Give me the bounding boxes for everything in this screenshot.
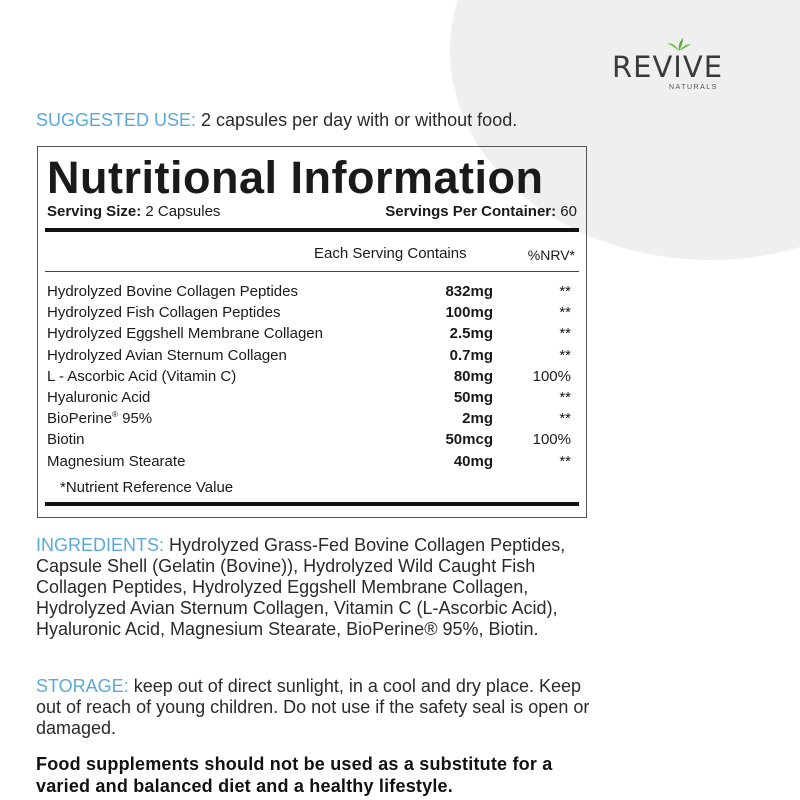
nutrient-name: Hydrolyzed Eggshell Membrane Collagen xyxy=(47,325,323,343)
divider-thin xyxy=(45,271,579,272)
storage xyxy=(36,676,591,739)
nutrient-nrv: 100% xyxy=(532,367,571,385)
table-row xyxy=(47,366,577,387)
nutrient-name: Magnesium Stearate xyxy=(47,452,186,470)
brand-subtitle: NATURALS xyxy=(669,84,718,91)
ingredients-label: INGREDIENTS: xyxy=(36,535,165,555)
nutrient-nrv: ** xyxy=(559,388,571,406)
column-header-each-serving: Each Serving Contains xyxy=(314,245,467,262)
table-row xyxy=(47,451,577,472)
nutrition-panel xyxy=(37,146,587,518)
nutrition-title: Nutritional Information xyxy=(47,152,544,203)
serving-size xyxy=(47,203,220,221)
nutrient-name: Hydrolyzed Avian Sternum Collagen xyxy=(47,346,287,364)
table-row xyxy=(47,323,577,344)
table-row xyxy=(47,345,577,366)
nutrient-nrv: ** xyxy=(559,452,571,470)
column-header-nrv: %NRV* xyxy=(527,247,575,263)
table-row xyxy=(47,429,577,450)
nrv-footnote: *Nutrient Reference Value xyxy=(60,479,234,496)
suggested-use-label: SUGGESTED USE: xyxy=(36,110,197,130)
storage-label: STORAGE: xyxy=(36,676,129,696)
table-row xyxy=(47,387,577,408)
ingredients-text: Hydrolyzed Grass-Fed Bovine Collagen Peptides, Capsule Shell (Gelatin (Bovine)), Hydrolyzed Wild Caught Fish Collagen Peptides, Hydrolyzed Eggshell Membrane Collagen, Hydrolyzed Avian Sternum Collagen, Vitamin C (L-Ascorbic Acid), Hyaluronic Acid, Magnesium Stearate, BioPerine® 95%, Biotin. xyxy=(36,535,566,639)
nutrient-table xyxy=(47,281,577,472)
nutrient-amount: 50mg xyxy=(453,388,493,406)
nutrient-nrv: ** xyxy=(559,283,571,300)
table-row xyxy=(47,302,577,323)
servings-value: 60 xyxy=(556,203,577,220)
nutrient-nrv: ** xyxy=(559,410,571,428)
serving-size-label: Serving Size: xyxy=(47,203,142,220)
brand-name: REVIVE xyxy=(612,50,724,84)
suggested-use-text: 2 capsules per day with or without food. xyxy=(196,110,518,130)
nutrient-name: L - Ascorbic Acid (Vitamin C) xyxy=(47,367,237,385)
nutrient-name: Biotin xyxy=(47,431,85,449)
divider-thick-bottom xyxy=(45,502,579,506)
nutrient-name-suffix: 95% xyxy=(117,410,153,428)
nutrient-amount: 40mg xyxy=(453,452,493,470)
nutrient-name: Hyaluronic Acid xyxy=(47,388,151,406)
nutrient-amount: 0.7mg xyxy=(449,346,493,364)
nutrient-amount: 80mg xyxy=(453,367,493,385)
ingredients xyxy=(36,535,591,640)
nutrient-amount: 2mg xyxy=(462,410,493,428)
nutrient-name: Hydrolyzed Bovine Collagen Peptides xyxy=(47,283,298,300)
nutrient-amount: 832mg xyxy=(445,283,493,300)
nutrient-amount: 50mcg xyxy=(445,431,493,449)
serving-size-value: 2 Capsules xyxy=(141,203,221,220)
nutrient-nrv: ** xyxy=(559,304,571,322)
nutrient-name: Hydrolyzed Fish Collagen Peptides xyxy=(47,304,281,322)
brand-logo xyxy=(612,38,732,98)
nutrient-nrv: ** xyxy=(559,325,571,343)
storage-text: keep out of direct sunlight, in a cool and dry place. Keep out of reach of young children. Do not use if the safety seal is open or damaged. xyxy=(36,676,590,738)
divider-thick-top xyxy=(45,228,579,232)
nutrient-amount: 2.5mg xyxy=(449,325,493,343)
nutrient-amount: 100mg xyxy=(445,304,493,322)
registered-mark: ® xyxy=(112,410,118,420)
table-row xyxy=(47,408,577,429)
supplement-warning: Food supplements should not be used as a substitute for a varied and balanced diet and a healthy lifestyle. xyxy=(36,754,553,796)
nutrient-name xyxy=(47,408,152,429)
suggested-use xyxy=(36,110,591,131)
nutrient-nrv: 100% xyxy=(532,431,571,449)
servings-per-container xyxy=(385,203,577,221)
table-row xyxy=(47,281,577,302)
nutrient-nrv: ** xyxy=(559,346,571,364)
nutrient-name-text: BioPerine xyxy=(47,410,113,428)
servings-label: Servings Per Container: xyxy=(385,203,557,220)
